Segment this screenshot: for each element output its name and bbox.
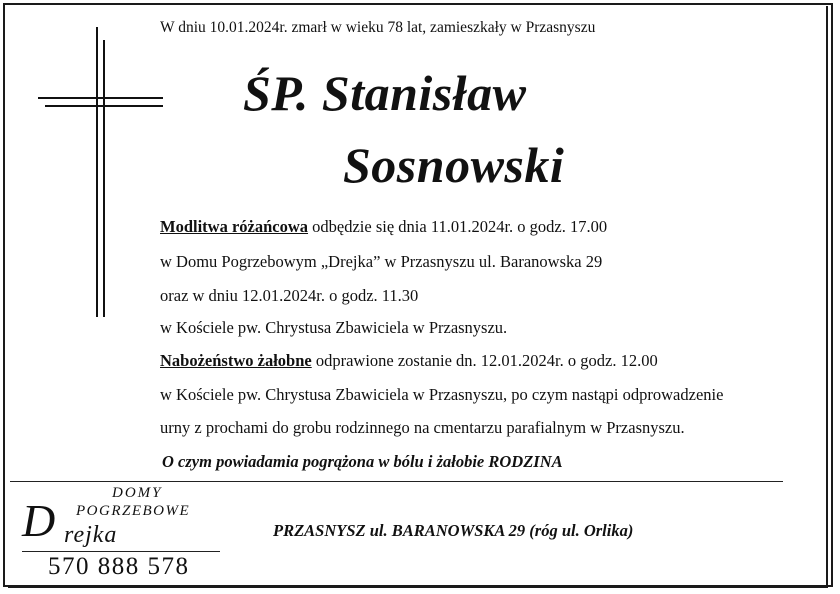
rosary-line-1 bbox=[160, 217, 607, 237]
funeral-line-1-text: odprawione zostanie dn. 12.01.2024r. o godz. 12.00 bbox=[311, 351, 658, 370]
rosary-line-4: w Kościele pw. Chrystusa Zbawiciela w Przasnyszu. bbox=[160, 318, 508, 337]
closing-text: O czym powiadamia pogrążona w bólu i żałobie RODZINA bbox=[162, 452, 563, 471]
rosary-heading: Modlitwa różańcowa bbox=[160, 217, 309, 236]
footer-divider bbox=[10, 481, 783, 482]
deceased-name-line2: Sosnowski bbox=[343, 137, 565, 193]
phone-number: 570 888 578 bbox=[48, 553, 190, 580]
rosary-line-2: w Domu Pogrzebowym „Drejka” w Przasnyszu ul. Baranowska 29 bbox=[160, 252, 603, 271]
logo-underline bbox=[22, 551, 220, 552]
rosary-line-3: oraz w dniu 12.01.2024r. o godz. 11.30 bbox=[160, 286, 419, 305]
funeral-line-2: w Kościele pw. Chrystusa Zbawiciela w Przasnyszu, po czym nastąpi odprowadzenie bbox=[160, 385, 724, 404]
funeral-line-1 bbox=[160, 351, 658, 371]
deceased-name-line1: ŚP. Stanisław bbox=[243, 65, 527, 121]
funeral-line-3: urny z prochami do grobu rodzinnego na cmentarzu parafialnym w Przasnyszu. bbox=[160, 418, 685, 437]
logo-name: rejka bbox=[64, 522, 118, 548]
intro-text: W dniu 10.01.2024r. zmarł w wieku 78 lat, zamieszkały w Przasnyszu bbox=[160, 19, 596, 36]
funeral-heading: Nabożeństwo żałobne bbox=[160, 351, 312, 370]
logo-pogrzebowe: POGRZEBOWE bbox=[76, 503, 191, 519]
funeral-home-address: PRZASNYSZ ul. BARANOWSKA 29 (róg ul. Orlika) bbox=[273, 521, 634, 540]
logo-initial: D bbox=[22, 495, 56, 546]
logo-domy: DOMY bbox=[112, 485, 163, 501]
rosary-line-1-text: odbędzie się dnia 11.01.2024r. o godz. 17.00 bbox=[308, 217, 608, 236]
